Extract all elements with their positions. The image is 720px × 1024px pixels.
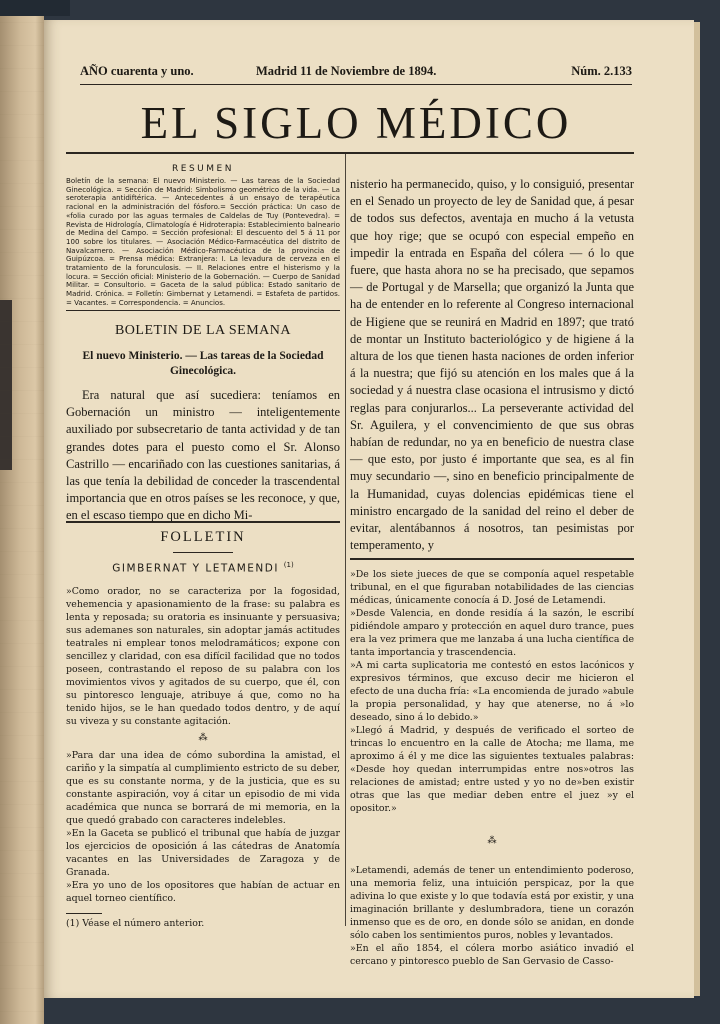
section-stars: ⁂ [198, 732, 208, 743]
column-divider [345, 154, 346, 926]
issue-date: Madrid 11 de Noviembre de 1894. [256, 64, 437, 78]
folletin-paragraph: »Como orador, no se caracteriza por la fogosidad, vehemencia y apasionamiento de la frase: su palabra es lenta y reposada; su oratoria es insinuante y persuasiva; sus ademanes son naturales, sin adoptar jamás actitudes teatrales ni emplear tonos melodramáticos; expone con sencillez y claridad, con esa difícil facilidad que no todos poseen, contrastando el reposo de su palabra con los movimientos vivos y agitados de su cuerpo, que él, con su pintoresco lenguaje, atribuye á que, como no ha tenido hijos, se le han quedado todos dentro, y de aquí su viveza y su constante agitación. [66, 585, 340, 727]
newspaper-page [44, 20, 694, 998]
boletin-continuation: nisterio ha permanecido, quiso, y lo consiguió, presentar en el Senado un proyecto de ley de Sanidad que, á pesar de todos sus defectos, aventaja en mucho á la vetusta que hoy rige; que se ocupó con especial empeño en impedir la entrada en España del cólera — ó lo que fuere, que hasta ahora no se ha precisado, que sepamos — de Portugal y de Marsella; que organizó la Junta que ha de entender en lo referente al Congreso internacional de Higiene que se reunirá en Madrid en 1897; que trató de montar un Instituto bacteriológico y de higiene á la altura de los que tienen hasta naciones de orden inferior á la nuestra; que fijó su atención en los males que á la sociedad y á nuestra clase ocasiona el intrusismo y dictó reglas para conjurarlos... La perseverante actividad del Sr. Aguilera, y el convencimiento de que sus obras habían de redundar, no ya en beneficio de nuestra clase — que esto, por justo é importante que sea, es al fin muy secundario —, sino en beneficio principalmente de la Humanidad, cuyas dolencias epidémicas tiene el ministro encargado de la sanidad del reino el deber de evitar, alentábannos á nosotros, tan pesimistas por temperamento, y [350, 177, 634, 553]
folletin-title: FOLLETIN [160, 529, 246, 545]
folletin-paragraph: »De los siete jueces de que se componía aquel respetable tribunal, en el que figuraban notabilidades de las ciencias médicas, únicamente conocía á D. José de Letamendi. [350, 569, 634, 606]
folletin-subtitle-text: GIMBERNAT Y LETAMENDI [112, 562, 279, 575]
footnote-mark: (1) [283, 561, 294, 569]
section-stars: ⁂ [487, 836, 497, 846]
folletin-paragraph: »En el año 1854, el cólera morbo asiático invadió el cercano y pintoresco pueblo de San Gervasio de Casso- [350, 943, 634, 967]
header-rule [80, 84, 632, 85]
issue-year: AÑO cuarenta y uno. [80, 64, 194, 78]
resumen-text: Boletín de la semana: El nuevo Ministerio. — Las tareas de la Sociedad Ginecológica. = Sección de Madrid: Simbolismo geométrico de la vida. — La seroterapia antidiftérica. — Antecedentes á un ensayo de terapéutica racional en la administración del fósforo.= Sección práctica: Un caso de «folia curado por las aguas termales de Caldelas de Tuy (Pontevedra). = Revista de Hidrología, Climatología é Hidroterapia: Establecimiento balneario de Medina del Campo. = Sección profesional: El descuento del 5 á 11 por 100 sobre los titulares. — Asociación Médico-Farmacéutica del distrito de Navalcarnero. — Asociación Médico-Farmacéutica de la provincia de Guipúzcoa. = Prensa médica: Extranjera: I. La levadura de cerveza en el tratamiento de la forunculosis. — II. Relaciones entre el histerismo y la locura. = Sección oficial: Ministerio de la Gobernación. — Cuerpo de Sanidad Militar. = Consultorio. = Gaceta de la salud pública: Estado sanitario de Madrid. Crónica. = Folletín: Gimbernat y Letamendi. = Estafeta de partidos. = Vacantes. = Correspondencia. = Anuncios. [66, 176, 340, 307]
footnote-rule [66, 913, 102, 914]
folletin-left-text [66, 585, 340, 905]
adjacent-page-spine [0, 0, 44, 1024]
issue-header [80, 64, 632, 82]
left-column [66, 162, 340, 929]
folletin-subtitle [66, 561, 340, 575]
folletin-paragraph: »Letamendi, además de tener un entendimiento poderoso, una memoria feliz, una intuición perspicaz, por la que adivina lo que existe y lo que todavía está por existir, y una imaginación brillante y deslumbradora, tiene un corazón inmenso que es de oro, en donde sólo se anidan, en donde sólo caben los sentimientos puros, nobles y levantados. [350, 865, 634, 941]
resumen-title: RESUMEN [172, 164, 234, 174]
issue-number: Núm. 2.133 [571, 64, 632, 78]
folletin-paragraph: »A mi carta suplicatoria me contestó en estos lacónicos y expresivos términos, que excuso decir me hicieron el efecto de una ducha fría: «La encomienda de jurado »abule la propia personalidad, y hay que atenerse, no á »lo deseado, sino á lo debido.» [350, 660, 634, 723]
boletin-subtitle: El nuevo Ministerio. — Las tareas de la Sociedad Ginecológica. [82, 350, 324, 377]
folletin-paragraph: »Para dar una idea de cómo subordina la amistad, el cariño y la simpatía al cumplimiento estricto de su deber, que es su constante norma, y de la justicia, que es su constante aspiración, voy á citar un episodio de mi vida académica que nunca se borrará de mi memoria, en la que quedó grabado con caracteres indelebles. [66, 749, 340, 826]
boletin-body: Era natural que así sucediera: teníamos en Gobernación un ministro — inteligentemente auxiliado por subsecretario de tanta actividad y de tan grandes dotes para el puesto como el Sr. Alonso Castrillo — encariñado con las cuestiones sanitarias, á las que tenía la debilidad de conceder la trascendental importancia que en otros países se les reconoce, y que, en el escaso tiempo que en dicho Mi- [66, 388, 340, 523]
folletin-subrule [173, 552, 233, 553]
masthead-title: EL SIGLO MÉDICO [140, 98, 572, 148]
boletin-title: BOLETIN DE LA SEMANA [114, 323, 292, 338]
section-rule [66, 310, 340, 311]
folletin-right-text [350, 568, 634, 968]
spine-texture [0, 0, 44, 1024]
folletin-paragraph: »En la Gaceta se publicó el tribunal que había de juzgar los ejercicios de oposición á las cátedras de Anatomía vacantes en las Universidades de Zaragoza y de Granada. [66, 827, 340, 878]
folletin-paragraph: »Era yo uno de los opositores que habían de actuar en aquel torneo científico. [66, 879, 340, 904]
right-column [350, 154, 634, 968]
folletin-paragraph: »Llegó á Madrid, y después de verificado el sorteo de trincas lo encuentro en la calle de Atocha; me llama, me aproximo á él y me dice las siguientes textuales palabras: «Desde hoy quedan interrumpidas entre nos»otros las relaciones de amistad; entre usted y yo no de»ben existir otras que las que mediar deben entre el juez »y el opositor.» [350, 725, 634, 814]
folletin-rule-right [350, 558, 634, 560]
footnote: (1) Véase el número anterior. [66, 917, 205, 929]
folletin-paragraph: »Desde Valencia, en donde residía á la sazón, le escribí pidiéndole amparo y protección en aquel duro trance, pues era la vez primera que me lanzaba á una lucha científica de tanta importancia y trascendencia. [350, 608, 634, 658]
